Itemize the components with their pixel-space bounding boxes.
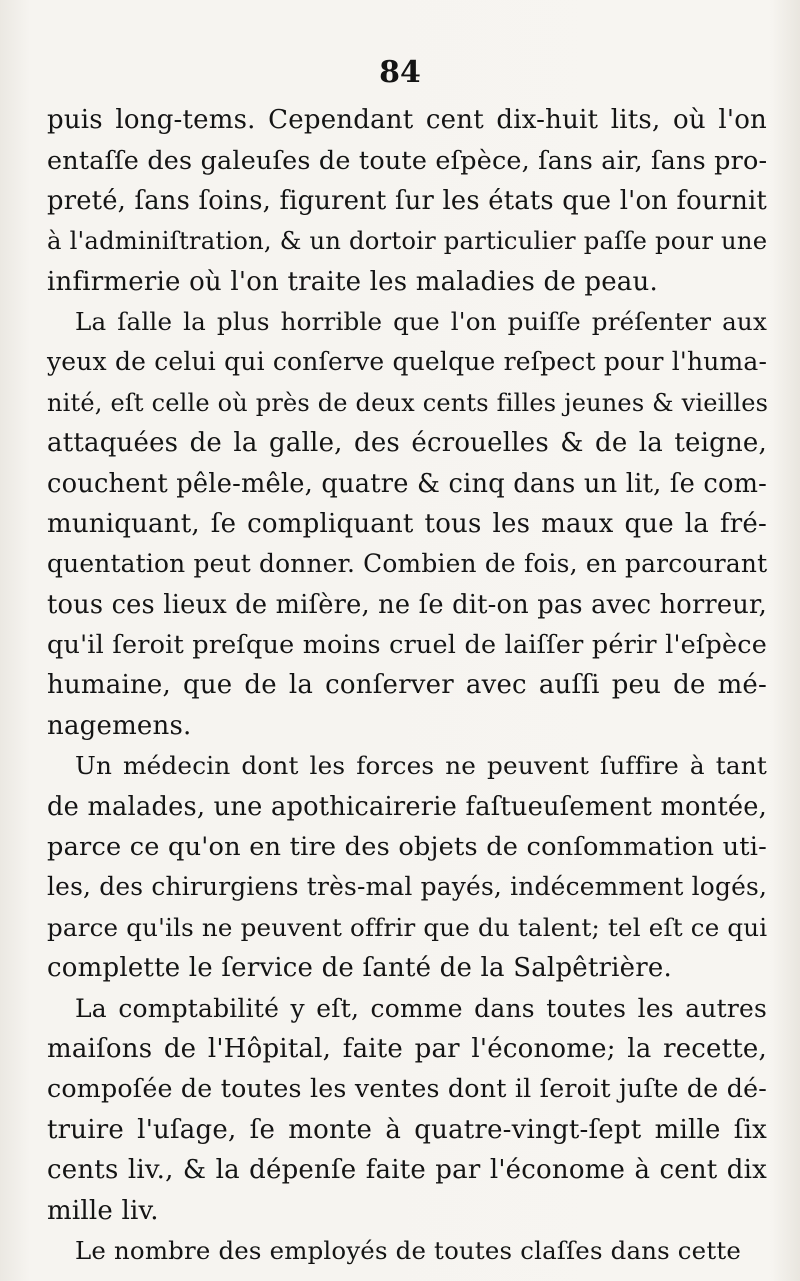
- text-line: couchent pêle-mêle, quatre & cinq dans un lit, ſe com-: [47, 468, 767, 499]
- text-line: La ſalle la plus horrible que l'on puiſſe préſenter aux: [75, 306, 767, 336]
- text-line: quentation peut donner. Combien de fois, en parcourant: [47, 549, 768, 579]
- text-line: truire l'uſage, ſe monte à quatre-vingt-ſept mille ſix: [47, 1114, 767, 1145]
- text-line: tous ces lieux de miſère, ne ſe dit-on pas avec horreur,: [47, 589, 767, 620]
- paragraph: [47, 989, 767, 1231]
- text-line: La comptabilité y eſt, comme dans toutes les autres: [75, 993, 767, 1023]
- paragraph: [47, 746, 767, 988]
- text-line: yeux de celui qui conſerve quelque reſpect pour l'huma-: [47, 347, 768, 377]
- text-line: Un médecin dont les forces ne peuvent ſuffire à tant: [75, 751, 767, 781]
- text-line: maiſons de l'Hôpital, faite par l'économe; la recette,: [47, 1033, 767, 1064]
- text-line: attaquées de la galle, des écrouelles & de la teigne,: [47, 428, 767, 459]
- page-number: 84: [379, 55, 421, 90]
- text-line: cents liv., & la dépenſe faite par l'économe à cent dix: [47, 1155, 767, 1186]
- text-line: parce qu'ils ne peuvent offrir que du talent; tel eſt ce qui: [47, 912, 768, 942]
- text-line: entaſſe des galeuſes de toute eſpèce, ſans air, ſans pro-: [47, 145, 768, 176]
- text-line: nagemens.: [47, 710, 192, 741]
- text-line: à l'adminiſtration, & un dortoir particulier paſſe pour une: [47, 226, 768, 256]
- text-line: parce ce qu'on en tire des objets de conſommation uti-: [47, 832, 767, 863]
- paragraph: [47, 1231, 767, 1271]
- text-line: preté, ſans ſoins, figurent ſur les états que l'on fournit: [47, 185, 767, 216]
- paragraph: [47, 302, 767, 746]
- text-line: compoſée de toutes les ventes dont il ſeroit juſte de dé-: [47, 1074, 767, 1104]
- text-line: infirmerie où l'on traite les maladies de peau.: [47, 266, 658, 297]
- text-line: complette le ſervice de ſanté de la Salpêtrière.: [47, 953, 672, 984]
- text-line: humaine, que de la conſerver avec auſſi peu de mé-: [47, 670, 767, 701]
- text-line: mille liv.: [47, 1195, 159, 1226]
- text-line: muniquant, ſe compliquant tous les maux que la fré-: [47, 508, 767, 539]
- text-line: de malades, une apothicairerie faſtueuſement montée,: [47, 791, 767, 822]
- text-line: Le nombre des employés de toutes claſſes dans cette: [75, 1235, 741, 1265]
- text-line: les, des chirurgiens très-mal payés, indécemment logés,: [47, 872, 768, 902]
- text-line: qu'il ſeroit preſque moins cruel de laiſſer périr l'eſpèce: [47, 630, 767, 661]
- text-body: [47, 100, 767, 1271]
- text-line: nité, eſt celle où près de deux cents filles jeunes & vieilles: [47, 388, 769, 417]
- text-line: puis long-tems. Cependant cent dix-huit lits, où l'on: [47, 105, 767, 135]
- paragraph: [47, 100, 767, 302]
